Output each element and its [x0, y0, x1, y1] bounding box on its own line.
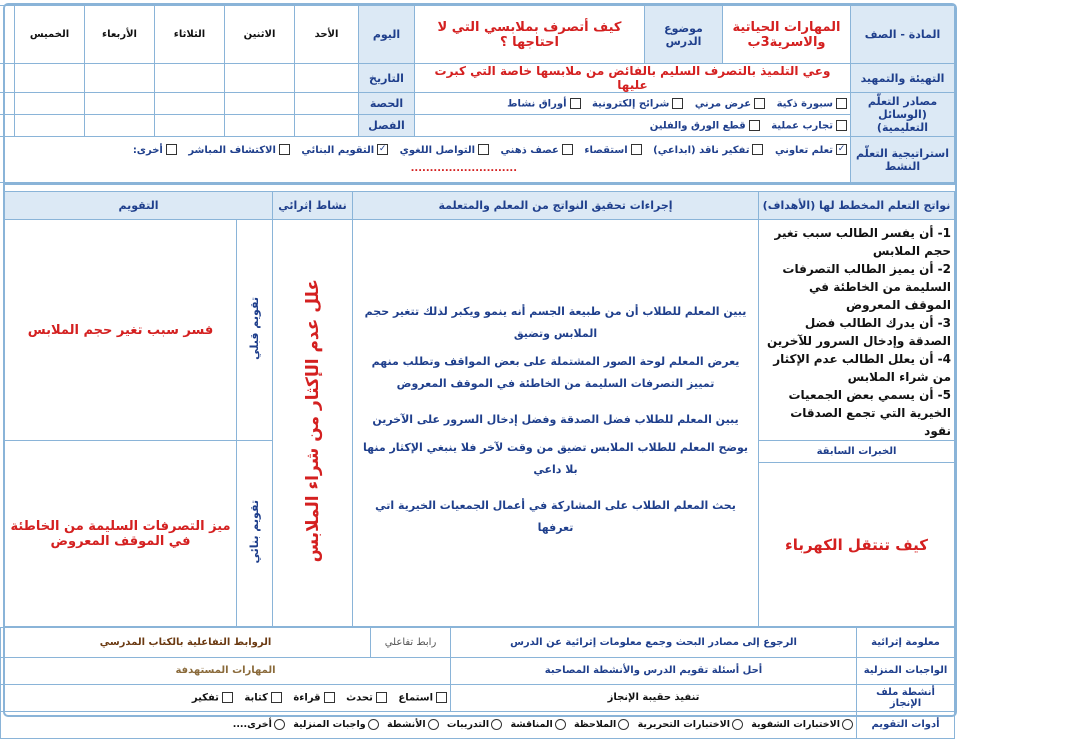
sources-label: مصادر التعلّم (الوسائل التعليمية) — [851, 93, 955, 137]
warmup-value: وعي التلميذ بالتصرف السليم بالفائض من ملابسها خاصة التي كبرت عليها — [415, 64, 851, 93]
prior-value: كيف تنتقل الكهرباء — [759, 463, 955, 627]
sources-row-1 — [415, 93, 851, 115]
tool-written: الاختبارات التحريرية — [637, 719, 730, 731]
strategy-label: استراتيجية التعلّم النشط — [851, 137, 955, 183]
date-cell-5[interactable] — [15, 64, 85, 93]
checkbox-icon[interactable] — [271, 692, 282, 703]
procedures-cell — [353, 220, 759, 627]
footer-table — [0, 627, 955, 739]
outcome-item: 3- أن يدرك الطالب فضل الصدقة وإدخال السرور للآخرين — [766, 316, 951, 348]
spare-cell — [0, 6, 15, 64]
eval-type-formative: تقويم بنائي — [248, 499, 261, 564]
eval-type-pre: تقويم قبلي — [248, 296, 261, 360]
portfolio-value: تنفيذ حقيبة الإنجاز — [451, 685, 857, 711]
date-label: التاريخ — [359, 64, 415, 93]
topic-label: موضوع الدرس — [645, 6, 723, 64]
skill-writing: كتابة — [244, 692, 268, 704]
checkbox-icon[interactable] — [279, 144, 290, 155]
topic-value: كيف أتصرف بملابسي التي لا احتاجها ؟ — [415, 6, 645, 64]
source-paper-foam: قطع الورق والفلين — [649, 120, 746, 132]
checked-box-icon[interactable]: ✓ — [837, 144, 846, 154]
subject-label: المادة - الصف — [851, 6, 955, 64]
radio-icon[interactable] — [274, 719, 285, 730]
checkbox-icon[interactable] — [836, 120, 847, 131]
procedure-item: يحث المعلم الطلاب على المشاركة في أعمال الجمعيات الخيرية اتي تعرفها — [375, 499, 736, 534]
checkbox-icon[interactable] — [376, 692, 387, 703]
checkbox-icon[interactable] — [570, 98, 581, 109]
skill-reading: قراءة — [293, 692, 321, 704]
strategy-linguistic: التواصل اللغوي — [399, 144, 476, 156]
procedure-item: يوضح المعلم للطلاب الملابس تضيق من وقت لآخر فلا ينبغي الإكثار منها بلا داعي — [362, 441, 749, 476]
checkbox-icon[interactable] — [478, 144, 489, 155]
class-label: الفصل — [359, 115, 415, 137]
period-cell-2[interactable] — [225, 93, 295, 115]
source-slides: شرائح إلكترونية — [591, 98, 670, 110]
sources-row-2 — [415, 115, 851, 137]
interactive-link-label: رابط تفاعلي — [371, 628, 451, 658]
source-display: عرض مرني — [694, 98, 752, 110]
skills-label: المهارات المستهدفة — [1, 657, 451, 684]
period-cell-3[interactable] — [155, 93, 225, 115]
date-cell-1[interactable] — [295, 64, 359, 93]
outcome-item: 5- أن يسمي بعض الجمعيات الخيرية التي تجمع الصدقات نقود — [788, 388, 951, 438]
tool-other: أخرى.... — [232, 719, 272, 731]
checkbox-icon[interactable] — [672, 98, 683, 109]
enrichment-cell — [273, 220, 353, 627]
eval-type-cell — [237, 441, 273, 627]
radio-icon[interactable] — [428, 719, 439, 730]
tool-observation: الملاحظة — [574, 719, 617, 731]
enrich-info-label: معلومة إثرائية — [857, 628, 955, 658]
warmup-label: التهيئة والتمهيد — [851, 64, 955, 93]
homework-value: أحل أسئلة تقويم الدرس والأنشطة المصاحبة — [451, 657, 857, 684]
period-cell-6 — [0, 93, 15, 115]
enrichment-header: نشاط إثرائي — [273, 192, 353, 220]
strategy-other: أخرى: — [132, 144, 163, 156]
day-label: اليوم — [359, 6, 415, 64]
enrichment-value: علل عدم الإكثار من شراء الملابس — [302, 279, 323, 563]
day-thursday: الخميس — [15, 6, 85, 64]
source-worksheets: أوراق نشاط — [507, 98, 567, 110]
outcomes-list — [762, 224, 951, 440]
section-divider — [5, 183, 955, 191]
checkbox-icon[interactable] — [836, 98, 847, 109]
outcome-item: 1- أن يفسر الطالب سبب تغير حجم الملابس — [774, 226, 951, 258]
strategy-formative: التقويم البنائي — [301, 144, 375, 156]
checkbox-icon[interactable] — [166, 144, 177, 155]
tools-label: أدوات التقويم — [857, 711, 955, 738]
procedures-header: إجراءات تحقيق النواتج من المعلم والمتعلمة — [353, 192, 759, 220]
checked-box-icon[interactable]: ✓ — [378, 144, 387, 154]
day-tuesday: الثلاثاء — [155, 6, 225, 64]
strategy-cooperative: تعلم تعاوني — [774, 144, 833, 156]
period-label: الحصة — [359, 93, 415, 115]
class-cell-6 — [0, 115, 15, 137]
eval-pre-text: فسر سبب تغير حجم الملابس — [5, 220, 237, 441]
day-sunday: الأحد — [295, 6, 359, 64]
checkbox-icon[interactable] — [562, 144, 573, 155]
outcomes-header: نواتج التعلم المخطط لها (الأهداف) — [759, 192, 955, 220]
class-cell-2[interactable] — [225, 115, 295, 137]
lesson-plan-page — [3, 3, 957, 731]
homework-label: الواجبات المنزلية — [857, 657, 955, 684]
class-cell-5[interactable] — [15, 115, 85, 137]
outcome-item: 2- أن يميز الطالب التصرفات السليمة من الخاطئة في الموقف المعروض — [782, 262, 951, 312]
radio-icon[interactable] — [368, 719, 379, 730]
checkbox-icon[interactable] — [436, 692, 447, 703]
radio-icon[interactable] — [491, 719, 502, 730]
period-cell-5[interactable] — [15, 93, 85, 115]
eval-type-cell — [237, 220, 273, 441]
class-cell-3[interactable] — [155, 115, 225, 137]
prior-label: الخبرات السابقة — [759, 441, 955, 463]
skill-thinking: تفكير — [191, 692, 219, 704]
eval-formative-text: ميز التصرفات السليمة من الخاطئة في الموقف المعروض — [5, 441, 237, 627]
strategy-brainstorm: عصف ذهني — [500, 144, 559, 156]
tools-row — [1, 711, 857, 738]
header-table — [0, 5, 955, 183]
interactive-links-value[interactable]: الروابط التفاعلية بالكتاب المدرسي — [1, 628, 371, 658]
enrich-info-value: الرجوع إلى مصادر البحث وجمع معلومات إثرائية عن الدرس — [451, 628, 857, 658]
procedure-item: يبين المعلم للطلاب فضل الصدقة وفضل إدخال السرور على الآخرين — [372, 413, 739, 426]
procedure-item: يبين المعلم للطلاب أن من طبيعة الجسم أنه ينمو ويكبر لذلك تتغير حجم الملابس وتضيق — [364, 305, 747, 340]
skills-row — [1, 685, 451, 711]
procedure-item: يعرض المعلم لوحة الصور المشتملة على بعض المواقف وتطلب منهم تمييز التصرفات السليمة من الخاطئة في الموقف المعروض — [371, 355, 740, 390]
checkbox-icon[interactable] — [754, 98, 765, 109]
class-cell-1[interactable] — [295, 115, 359, 137]
skill-speaking: تحدث — [346, 692, 373, 704]
radio-icon[interactable] — [555, 719, 566, 730]
checkbox-icon[interactable] — [631, 144, 642, 155]
date-cell-4[interactable] — [85, 64, 155, 93]
tool-discussion: المناقشة — [510, 719, 553, 731]
radio-icon[interactable] — [842, 719, 853, 730]
checkbox-icon[interactable] — [749, 120, 760, 131]
skill-listening: استماع — [398, 692, 433, 704]
period-cell-4[interactable] — [85, 93, 155, 115]
source-smartboard: سبورة ذكية — [776, 98, 833, 110]
subject-value: المهارات الحياتية والاسرية3ب — [723, 6, 851, 64]
day-wednesday: الأربعاء — [85, 6, 155, 64]
period-cell-1[interactable] — [295, 93, 359, 115]
tool-homework: واجبات المنزلية — [293, 719, 366, 731]
tool-exercises: التدريبات — [446, 719, 490, 731]
portfolio-label: أنشطة ملف الإنجاز — [857, 685, 955, 711]
outcomes-cell — [759, 220, 955, 441]
strategy-discovery: الاكتشاف المباشر — [188, 144, 276, 156]
date-cell-2[interactable] — [225, 64, 295, 93]
source-experiments: تجارب عملية — [771, 120, 833, 132]
evaluation-header: التقويم — [5, 192, 273, 220]
checkbox-icon[interactable] — [324, 692, 335, 703]
class-cell-4[interactable] — [85, 115, 155, 137]
radio-icon[interactable] — [732, 719, 743, 730]
tool-activities: الأنشطة — [387, 719, 426, 731]
date-cell-3[interactable] — [155, 64, 225, 93]
outcome-item: 4- أن يعلل الطالب عدم الإكثار من شراء الملابس — [773, 352, 951, 384]
day-monday: الاثنين — [225, 6, 295, 64]
strategy-dots: ............................ — [410, 162, 517, 174]
strategy-critical: تفكير ناقد (ابداعي) — [653, 144, 750, 156]
checkbox-icon[interactable] — [222, 692, 233, 703]
checkbox-icon[interactable] — [752, 144, 763, 155]
tool-oral: الاختبارات الشفوية — [751, 719, 840, 731]
main-table — [4, 191, 955, 627]
radio-icon[interactable] — [618, 719, 629, 730]
date-cell-6 — [0, 64, 15, 93]
strategy-row — [0, 137, 851, 183]
strategy-inquiry: استقصاء — [584, 144, 628, 156]
